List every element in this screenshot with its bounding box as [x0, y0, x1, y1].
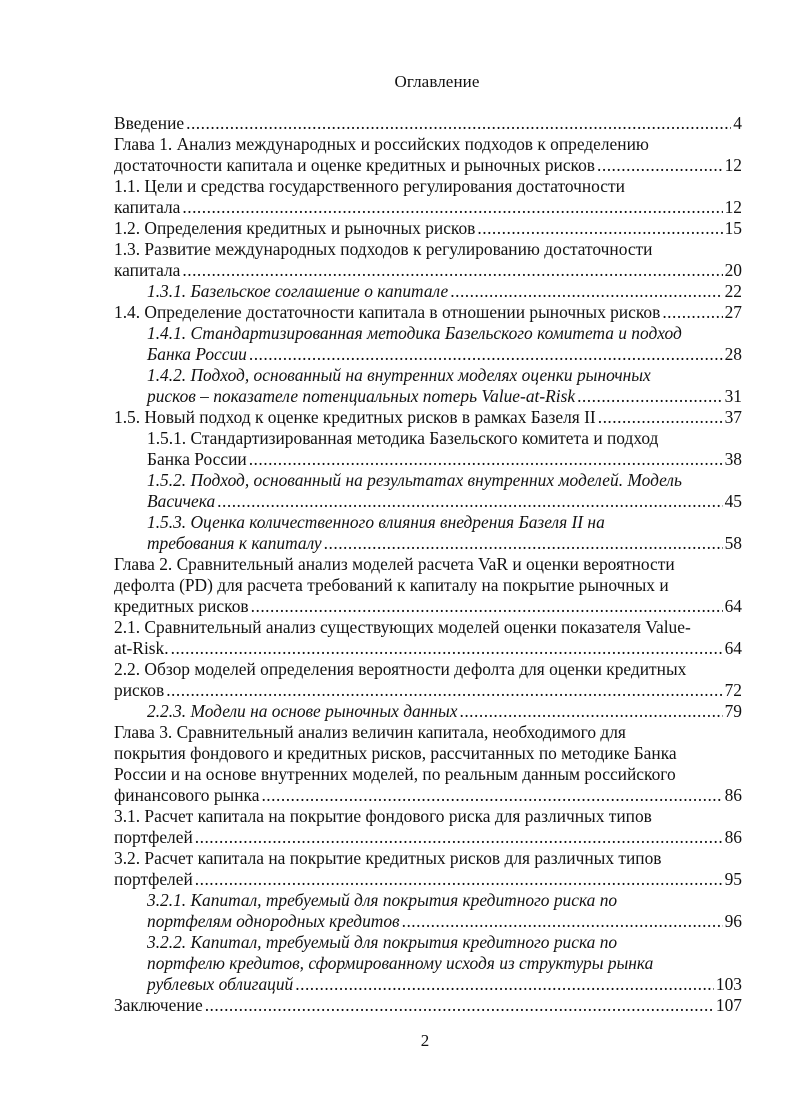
toc-entry[interactable]	[114, 407, 742, 428]
toc-page-number: 45	[724, 491, 742, 511]
dot-leader	[249, 344, 723, 365]
toc-entry-last-line	[147, 344, 742, 365]
toc-entry-text: at-Risk.	[114, 638, 169, 658]
toc-entry[interactable]	[114, 659, 742, 701]
dot-leader	[182, 260, 722, 281]
toc-entry[interactable]	[114, 617, 742, 659]
toc-entry-text: кредитных рисков	[114, 596, 249, 616]
toc-entry-last-line	[147, 281, 742, 302]
toc-entry-last-line	[114, 869, 742, 890]
toc-page-number: 15	[724, 218, 742, 238]
toc-entry-text: 1.5.3. Оценка количественного влияния внедрения Базеля II на	[147, 512, 605, 532]
toc-page-number: 37	[724, 407, 742, 427]
dot-leader	[171, 638, 723, 659]
toc-entry-text: рисков	[114, 680, 165, 700]
toc-entry[interactable]	[114, 806, 742, 848]
toc-entry-text: 1.5. Новый подход к оценке кредитных рисков в рамках Базеля II	[114, 407, 596, 427]
toc-entry-text: Заключение	[114, 995, 203, 1015]
toc-entry-text: 1.4.1. Стандартизированная методика Базельского комитета и подход	[147, 323, 682, 343]
toc-entry-text: портфелей	[114, 827, 193, 847]
toc-page-number: 28	[724, 344, 742, 364]
toc-entry[interactable]	[114, 134, 742, 176]
toc-entry[interactable]	[114, 365, 742, 407]
toc-page-number: 38	[724, 449, 742, 469]
toc-entry-text: капитала	[114, 260, 181, 280]
toc-entry-text: 1.3. Развитие международных подходов к регулированию достаточности	[114, 239, 653, 259]
toc-entry[interactable]	[114, 113, 742, 134]
toc-entry-last-line	[114, 596, 742, 617]
toc-entry-text: капитала	[114, 197, 181, 217]
toc-entry-text: 3.2.2. Капитал, требуемый для покрытия кредитного риска по	[147, 932, 618, 952]
dot-leader	[166, 680, 722, 701]
toc-page-number: 27	[724, 302, 742, 322]
toc-page-number: 58	[724, 533, 742, 553]
toc-page-number: 86	[724, 785, 742, 805]
dot-leader	[186, 113, 731, 134]
toc-entry-last-line	[147, 911, 742, 932]
toc-entry[interactable]	[114, 218, 742, 239]
toc-entry-last-line	[114, 407, 742, 428]
toc-page-number: 64	[724, 596, 742, 616]
toc-entry-last-line	[147, 386, 742, 407]
toc-entry-last-line	[147, 449, 742, 470]
toc-page-number: 95	[724, 869, 742, 889]
toc-entry[interactable]	[114, 428, 742, 470]
toc-entry-text: достаточности капитала и оценке кредитных и рыночных рисков	[114, 155, 596, 175]
toc-entry-last-line	[114, 638, 742, 659]
toc-entry-last-line	[114, 785, 742, 806]
dot-leader	[598, 407, 723, 428]
toc-entry[interactable]	[114, 512, 742, 554]
toc-entry[interactable]	[114, 995, 742, 1016]
dot-leader	[295, 974, 714, 995]
toc-entry-text: портфелям однородных кредитов	[147, 911, 400, 931]
dot-leader	[477, 218, 722, 239]
toc-entry-text: Введение	[114, 113, 185, 133]
toc-entry-text: 1.2. Определения кредитных и рыночных рисков	[114, 218, 476, 238]
toc-entry-last-line	[147, 701, 742, 722]
toc-entry-last-line	[147, 974, 742, 995]
toc-entry-text: 1.3.1. Базельское соглашение о капитале	[147, 281, 449, 301]
toc-page-number: 12	[724, 155, 742, 175]
toc-entry[interactable]	[114, 890, 742, 932]
toc-entry-text: 2.1. Сравнительный анализ существующих моделей оценки показателя Value-	[114, 617, 691, 637]
toc-entry[interactable]	[114, 848, 742, 890]
toc-entry-text: дефолта (PD) для расчета требований к капиталу на покрытие рыночных и	[114, 575, 669, 595]
toc-entry[interactable]	[114, 281, 742, 302]
dot-leader	[182, 197, 722, 218]
toc-entry[interactable]	[114, 701, 742, 722]
toc-page-number: 103	[715, 974, 742, 994]
toc-page-number: 22	[724, 281, 742, 301]
toc-entry-text: Глава 3. Сравнительный анализ величин капитала, необходимого для	[114, 722, 626, 742]
toc-entry-text: Васичека	[147, 491, 216, 511]
toc-entry[interactable]	[114, 554, 742, 617]
toc-entry-text: требования к капиталу	[147, 533, 322, 553]
toc-entry-text: рисков – показателе потенциальных потерь Value-at-Risk	[147, 386, 576, 406]
page-number: 2	[420, 1031, 430, 1050]
toc-entry-text: 1.5.2. Подход, основанный на результатах внутренних моделей. Модель	[147, 470, 682, 490]
toc-entry-last-line	[147, 491, 742, 512]
toc-entry-text: финансового рынка	[114, 785, 260, 805]
toc-entry-last-line	[114, 995, 742, 1016]
toc-entry-text: 1.4. Определение достаточности капитала в отношении рыночных рисков	[114, 302, 661, 322]
toc-entry-text: Банка России	[147, 344, 247, 364]
toc-title: Оглавление	[394, 72, 480, 91]
dot-leader	[662, 302, 722, 323]
dot-leader	[597, 155, 723, 176]
toc-entry[interactable]	[114, 239, 742, 281]
toc-entry-text: 2.2. Обзор моделей определения вероятности дефолта для оценки кредитных	[114, 659, 687, 679]
toc-entry-last-line	[147, 533, 742, 554]
toc-entry-text: 1.1. Цели и средства государственного регулирования достаточности	[114, 176, 625, 196]
toc-page-number: 72	[724, 680, 742, 700]
toc-entry-last-line	[114, 260, 742, 281]
toc-entry-text: 1.4.2. Подход, основанный на внутренних моделях оценки рыночных	[147, 365, 651, 385]
dot-leader	[249, 449, 723, 470]
dot-leader	[577, 386, 723, 407]
toc-entry[interactable]	[114, 302, 742, 323]
toc-entry-last-line	[114, 113, 742, 134]
toc-page-number: 64	[724, 638, 742, 658]
dot-leader	[324, 533, 723, 554]
dot-leader	[459, 701, 722, 722]
toc-page-number: 12	[724, 197, 742, 217]
toc-entry[interactable]	[114, 323, 742, 365]
toc-page-number: 79	[724, 701, 742, 721]
toc-entry-text: портфелей	[114, 869, 193, 889]
toc-entry-text: портфелю кредитов, сформированному исходя из структуры рынка	[147, 953, 654, 973]
table-of-contents	[114, 113, 742, 1016]
toc-entry-text: рублевых облигаций	[147, 974, 294, 994]
dot-leader	[450, 281, 722, 302]
toc-page-number: 86	[724, 827, 742, 847]
toc-entry-text: Банка России	[147, 449, 247, 469]
toc-entry-text: России и на основе внутренних моделей, по реальным данным российского	[114, 764, 676, 784]
dot-leader	[217, 491, 722, 512]
toc-entry-text: 3.2. Расчет капитала на покрытие кредитных рисков для различных типов	[114, 848, 662, 868]
toc-entry-last-line	[114, 197, 742, 218]
toc-page-number: 4	[733, 113, 742, 133]
toc-page-number: 96	[724, 911, 742, 931]
toc-page-number: 20	[724, 260, 742, 280]
toc-entry-text: 3.1. Расчет капитала на покрытие фондового риска для различных типов	[114, 806, 652, 826]
toc-entry-text: 1.5.1. Стандартизированная методика Базельского комитета и подход	[147, 428, 659, 448]
toc-entry-last-line	[114, 302, 742, 323]
toc-entry-last-line	[114, 155, 742, 176]
dot-leader	[402, 911, 723, 932]
toc-entry-text: 2.2.3. Модели на основе рыночных данных	[147, 701, 458, 721]
toc-entry-last-line	[114, 680, 742, 701]
toc-page-number: 31	[724, 386, 742, 406]
toc-entry-text: покрытия фондового и кредитных рисков, рассчитанных по методике Банка	[114, 743, 677, 763]
toc-entry[interactable]	[114, 176, 742, 218]
dot-leader	[261, 785, 722, 806]
toc-entry[interactable]	[114, 722, 742, 806]
toc-entry-last-line	[114, 827, 742, 848]
dot-leader	[195, 869, 723, 890]
toc-entry-text: 3.2.1. Капитал, требуемый для покрытия кредитного риска по	[147, 890, 618, 910]
toc-entry[interactable]	[114, 470, 742, 512]
dot-leader	[251, 596, 723, 617]
dot-leader	[205, 995, 714, 1016]
dot-leader	[195, 827, 723, 848]
toc-entry-last-line	[114, 218, 742, 239]
toc-page-number: 107	[715, 995, 742, 1015]
toc-entry-text: Глава 1. Анализ международных и российских подходов к определению	[114, 134, 649, 154]
toc-entry[interactable]	[114, 932, 742, 995]
toc-entry-text: Глава 2. Сравнительный анализ моделей расчета VaR и оценки вероятности	[114, 554, 675, 574]
